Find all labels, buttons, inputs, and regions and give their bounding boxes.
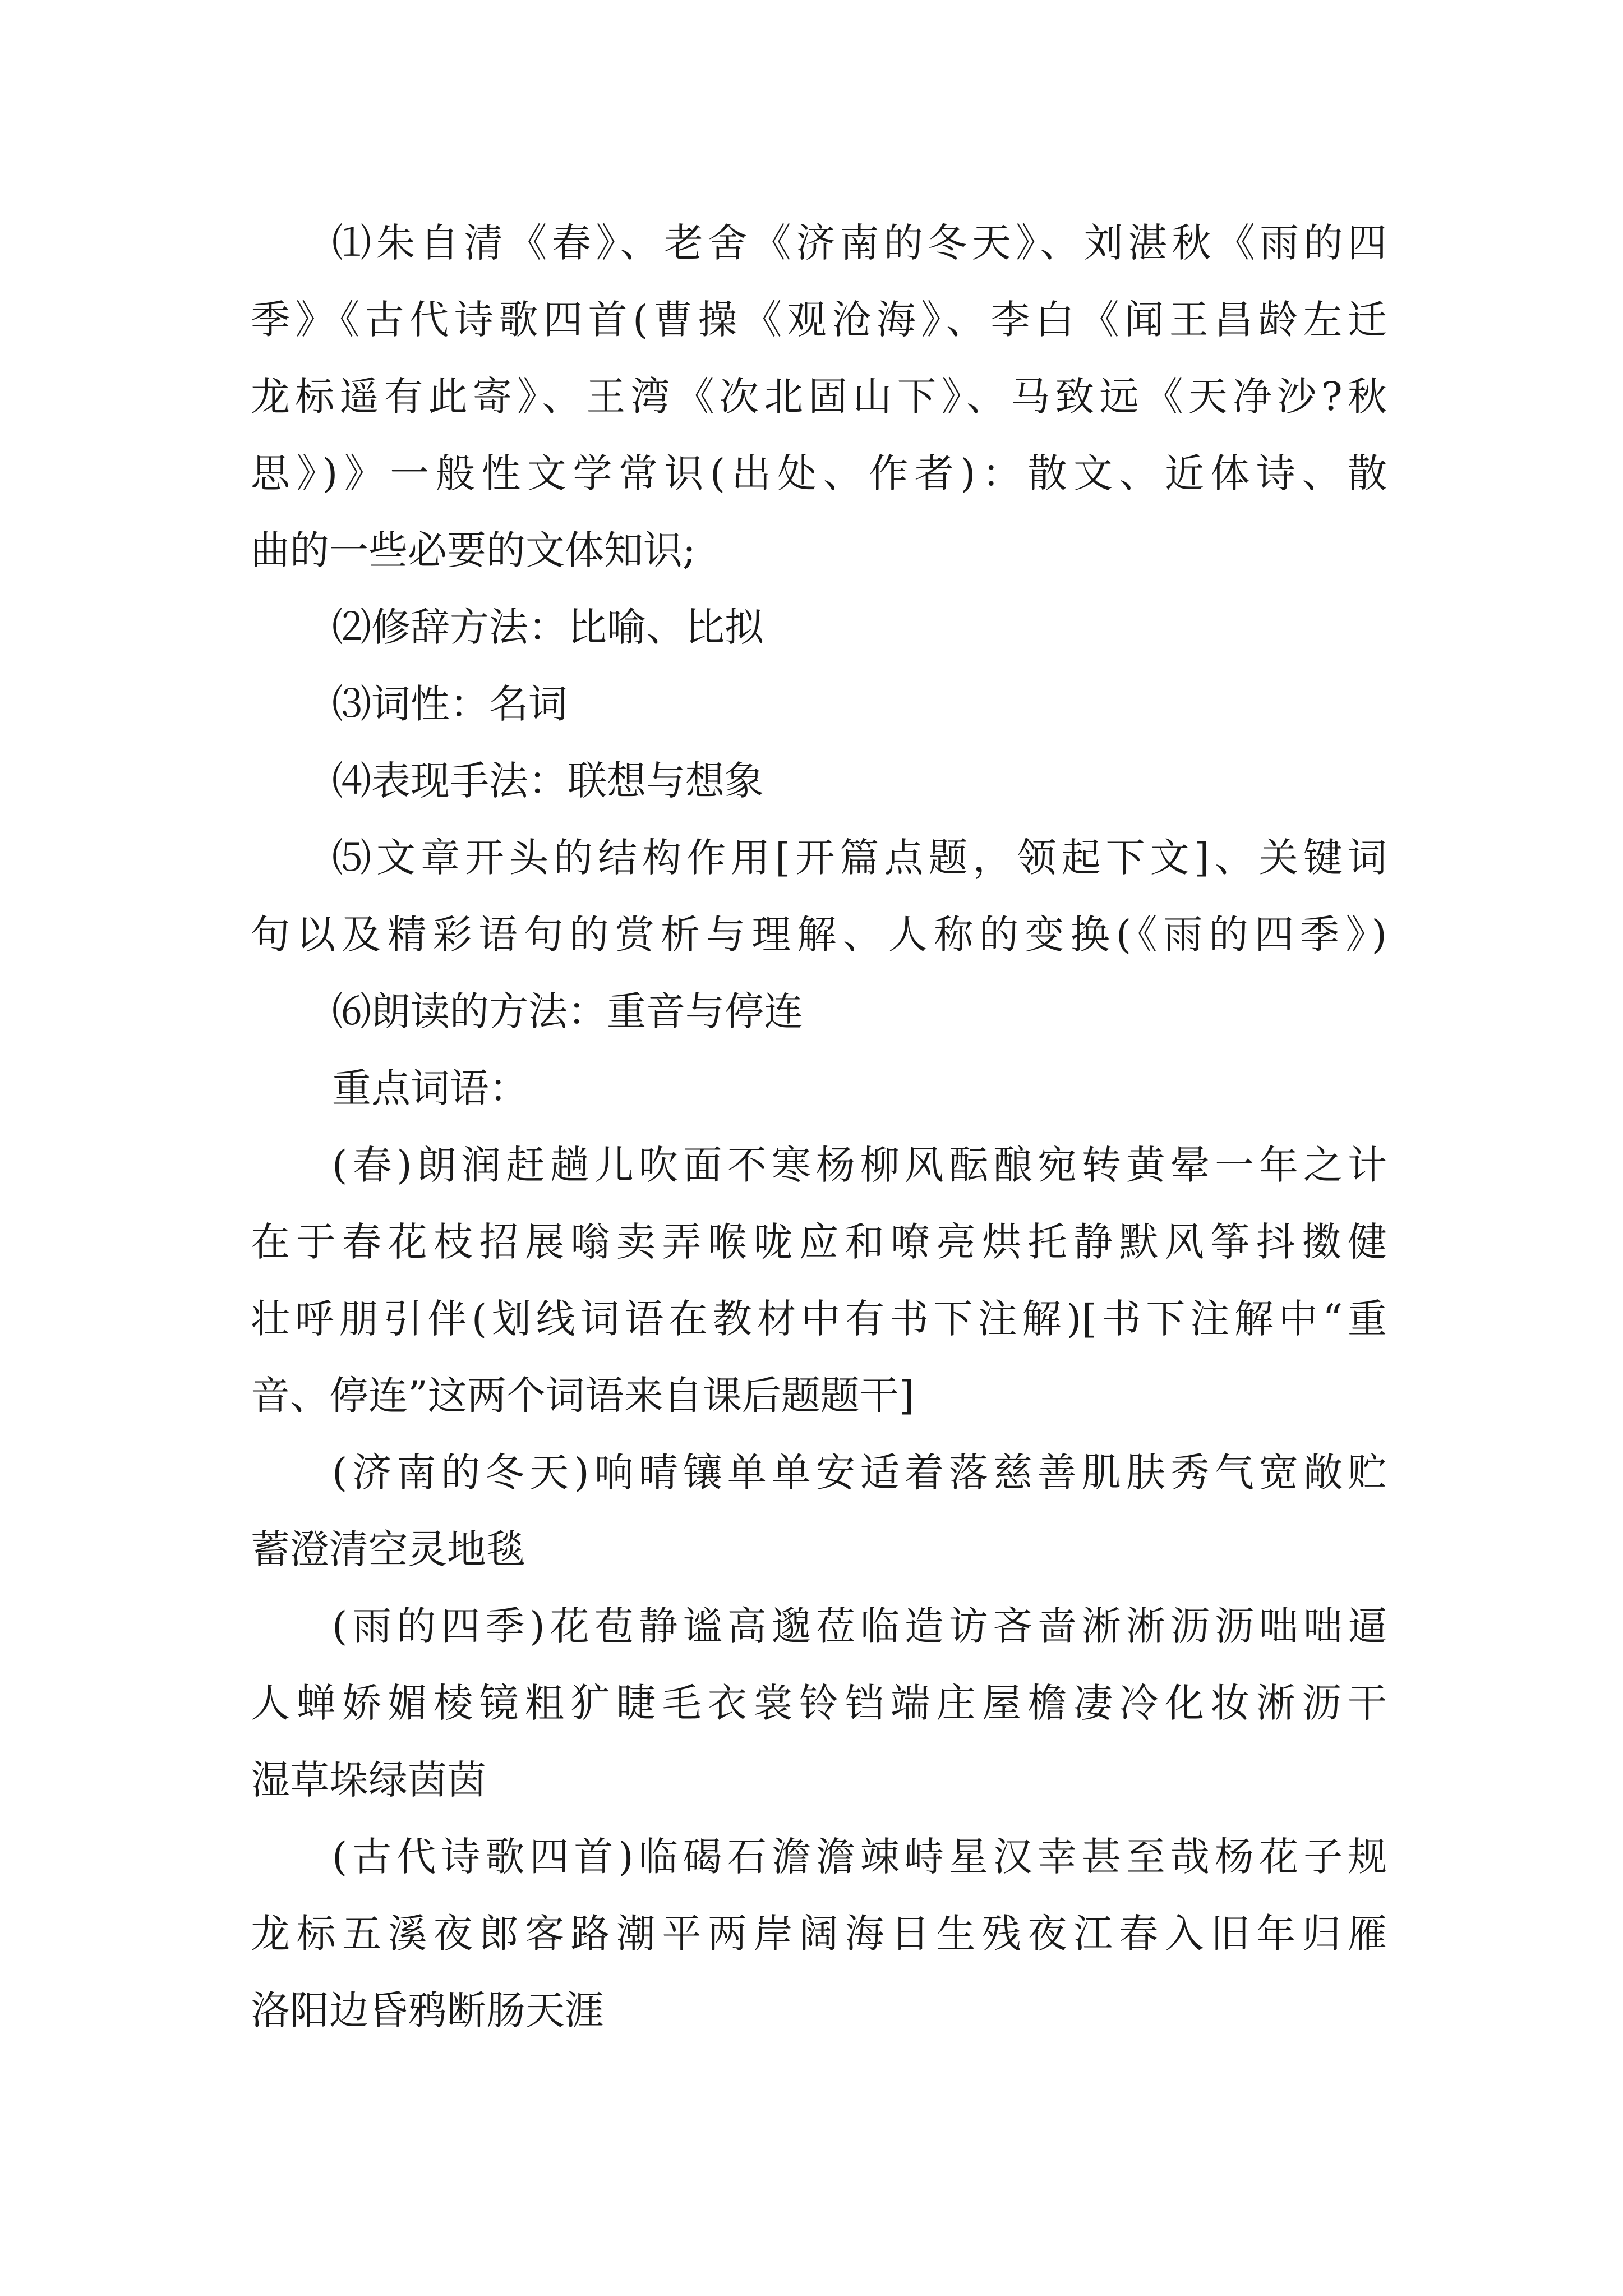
text-line: ⑷表现手法：联想与想象: [332, 758, 764, 804]
text-line: ⑵修辞方法：比喻、比拟: [332, 604, 764, 650]
knowledge-point-1: [251, 205, 1387, 589]
key-terms-jinan-winter: [251, 1434, 1387, 1588]
knowledge-point-4: [251, 743, 1387, 820]
text-line: 音、停连”这两个词语来自课后题题干]: [251, 1373, 915, 1419]
knowledge-point-5: [251, 820, 1387, 973]
text-line: 蓄澄清空灵地毯: [251, 1526, 525, 1572]
text-line: ⑹朗读的方法：重音与停连: [332, 988, 803, 1034]
text-line: ⑸文章开头的结构作用[开篇点题，领起下文]、关键词: [332, 835, 1387, 881]
text-line: 壮呼朋引伴(划线词语在教材中有书下注解)[书下注解中“重: [251, 1296, 1387, 1342]
text-line: 在于春花枝招展嗡卖弄喉咙应和嘹亮烘托静默风筝抖擞健: [251, 1219, 1387, 1265]
text-line: 洛阳边昏鸦断肠天涯: [251, 1987, 604, 2033]
text-line: 湿草垛绿茵茵: [251, 1757, 486, 1803]
text-line: (春)朗润赶趟儿吹面不寒杨柳风酝酿宛转黄晕一年之计: [332, 1142, 1387, 1188]
key-terms-heading: [251, 1050, 1387, 1127]
text-line: (济南的冬天)响晴镶单单安适着落慈善肌肤秀气宽敞贮: [332, 1450, 1387, 1496]
section-heading: 重点词语：: [332, 1065, 528, 1111]
knowledge-point-2: [251, 589, 1387, 666]
text-line: ⑶词性：名词: [332, 681, 568, 727]
text-line: 龙标五溪夜郎客路潮平两岸阔海日生残夜江春入旧年归雁: [251, 1911, 1387, 1957]
text-line: (古代诗歌四首)临碣石澹澹竦峙星汉幸甚至哉杨花子规: [332, 1834, 1387, 1880]
knowledge-point-3: [251, 666, 1387, 743]
key-terms-spring: [251, 1127, 1387, 1434]
key-terms-ancient-poems: [251, 1819, 1387, 2049]
text-line: 曲的一些必要的文体知识;: [251, 527, 696, 573]
text-line: 龙标遥有此寄》、王湾《次北固山下》、马致远《天净沙?秋: [251, 374, 1387, 420]
text-block: [251, 205, 1387, 2049]
text-line: ⑴朱自清《春》、老舍《济南的冬天》、刘湛秋《雨的四: [332, 220, 1387, 266]
text-line: 人蝉娇媚棱镜粗犷睫毛衣裳铃铛端庄屋檐凄冷化妆淅沥干: [251, 1680, 1387, 1726]
text-line: 句以及精彩语句的赏析与理解、人称的变换(《雨的四季》): [251, 912, 1387, 958]
text-line: (雨的四季)花苞静谧高邈莅临造访吝啬淅淅沥沥咄咄逼: [332, 1603, 1387, 1649]
text-line: 思》)》一般性文学常识(出处、作者)：散文、近体诗、散: [251, 450, 1387, 496]
key-terms-four-seasons-of-rain: [251, 1588, 1387, 1819]
knowledge-point-6: [251, 973, 1387, 1050]
text-line: 季》《古代诗歌四首(曹操《观沧海》、李白《闻王昌龄左迁: [251, 297, 1387, 343]
